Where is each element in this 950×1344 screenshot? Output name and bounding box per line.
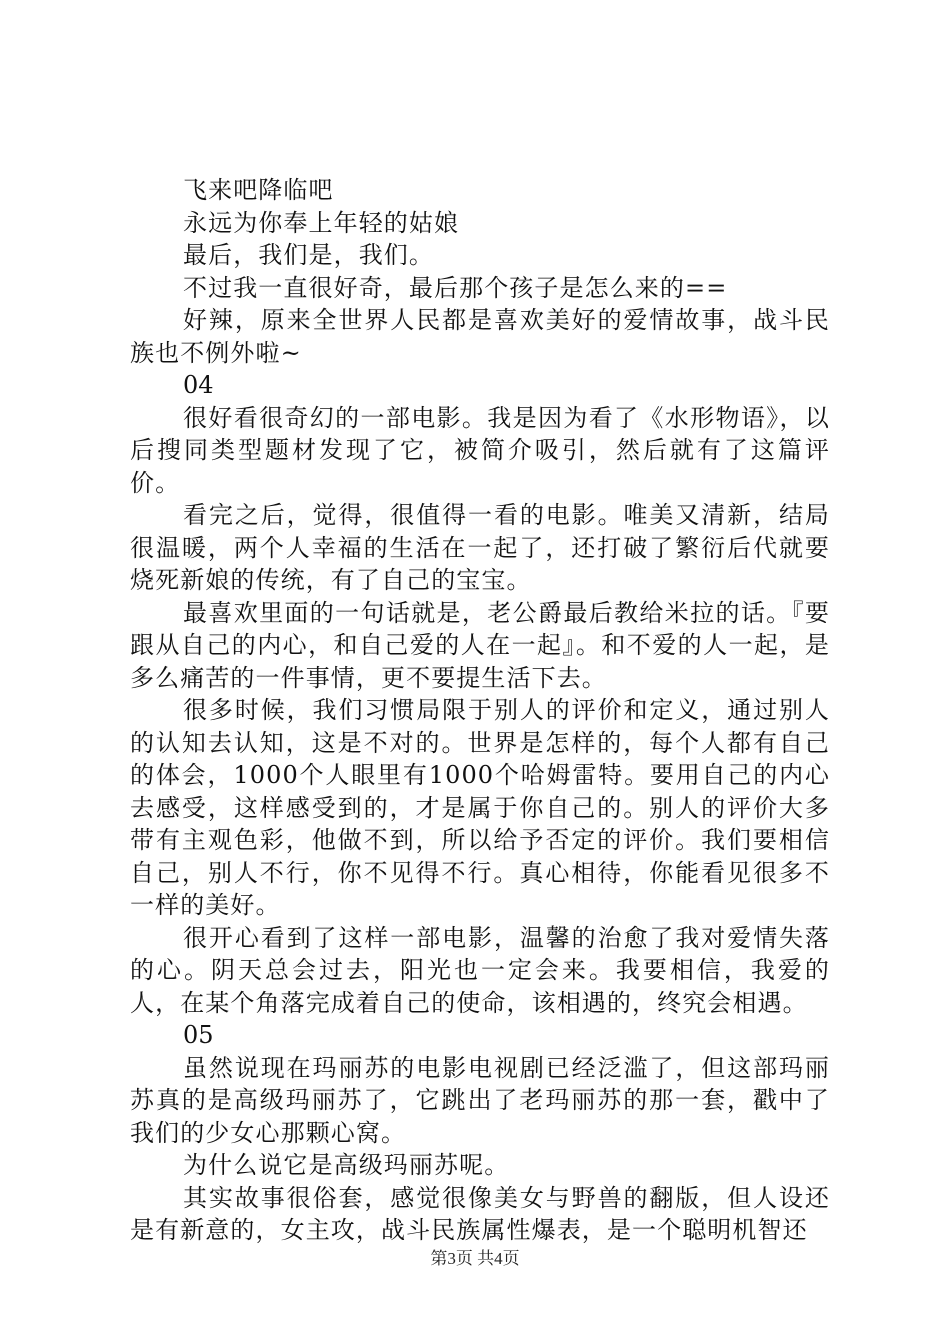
paragraph: 很好看很奇幻的一部电影。我是因为看了《水形物语》，以后搜同类型题材发现了它，被简介吸引，然后就有了这篇评价。 [130, 403, 830, 497]
body-text [130, 174, 830, 1247]
paragraph: 为什么说它是高级玛丽苏呢。 [183, 1151, 510, 1179]
paragraph: 不过我一直很好奇，最后那个孩子是怎么来的== [183, 273, 728, 302]
paragraph: 虽然说现在玛丽苏的电影电视剧已经泛滥了，但这部玛丽苏真的是高级玛丽苏了，它跳出了老玛丽苏的那一套，戳中了我们的少女心那颗心窝。 [130, 1053, 830, 1147]
paragraph: 永远为你奉上年轻的姑娘 [183, 208, 460, 237]
section-number: 04 [183, 371, 214, 399]
paragraph: 很多时候，我们习惯局限于别人的评价和定义，通过别人的认知去认知，这是不对的。世界是怎样的，每个人都有自己的体会，1000个人眼里有1000个哈姆雷特。要用自己的内心去感受，这样感受到的，才是属于你自己的。别人的评价大多带有主观色彩，他做不到，所以给予否定的评价。我们要相信自己，别人不行，你不见得不行。真心相待，你能看见很多不一样的美好。 [130, 696, 830, 919]
page-footer: 第3页 共4页 [430, 1249, 520, 1268]
paragraph: 飞来吧降临吧 [183, 176, 334, 204]
paragraph: 很开心看到了这样一部电影，温馨的治愈了我对爱情失落的心。阴天总会过去，阳光也一定会来。我要相信，我爱的人，在某个角落完成着自己的使命，该相遇的，终究会相遇。 [130, 923, 830, 1017]
paragraph: 好辣，原来全世界人民都是喜欢美好的爱情故事，战斗民族也不例外啦~ [130, 306, 830, 367]
paragraph: 看完之后，觉得，很值得一看的电影。唯美又清新，结局很温暖，两个人幸福的生活在一起了，还打破了繁衍后代就要烧死新娘的传统，有了自己的宝宝。 [130, 501, 830, 594]
paragraph: 最喜欢里面的一句话就是，老公爵最后教给米拉的话。『要跟从自己的内心，和自己爱的人在一起』。和不爱的人一起，是多么痛苦的一件事情，更不要提生活下去。 [130, 598, 830, 692]
section-number: 05 [183, 1021, 214, 1049]
paragraph: 最后，我们是，我们。 [183, 241, 434, 269]
paragraph: 其实故事很俗套，感觉很像美女与野兽的翻版，但人设还是有新意的，女主攻，战斗民族属性爆表，是一个聪明机智还 [130, 1183, 830, 1244]
